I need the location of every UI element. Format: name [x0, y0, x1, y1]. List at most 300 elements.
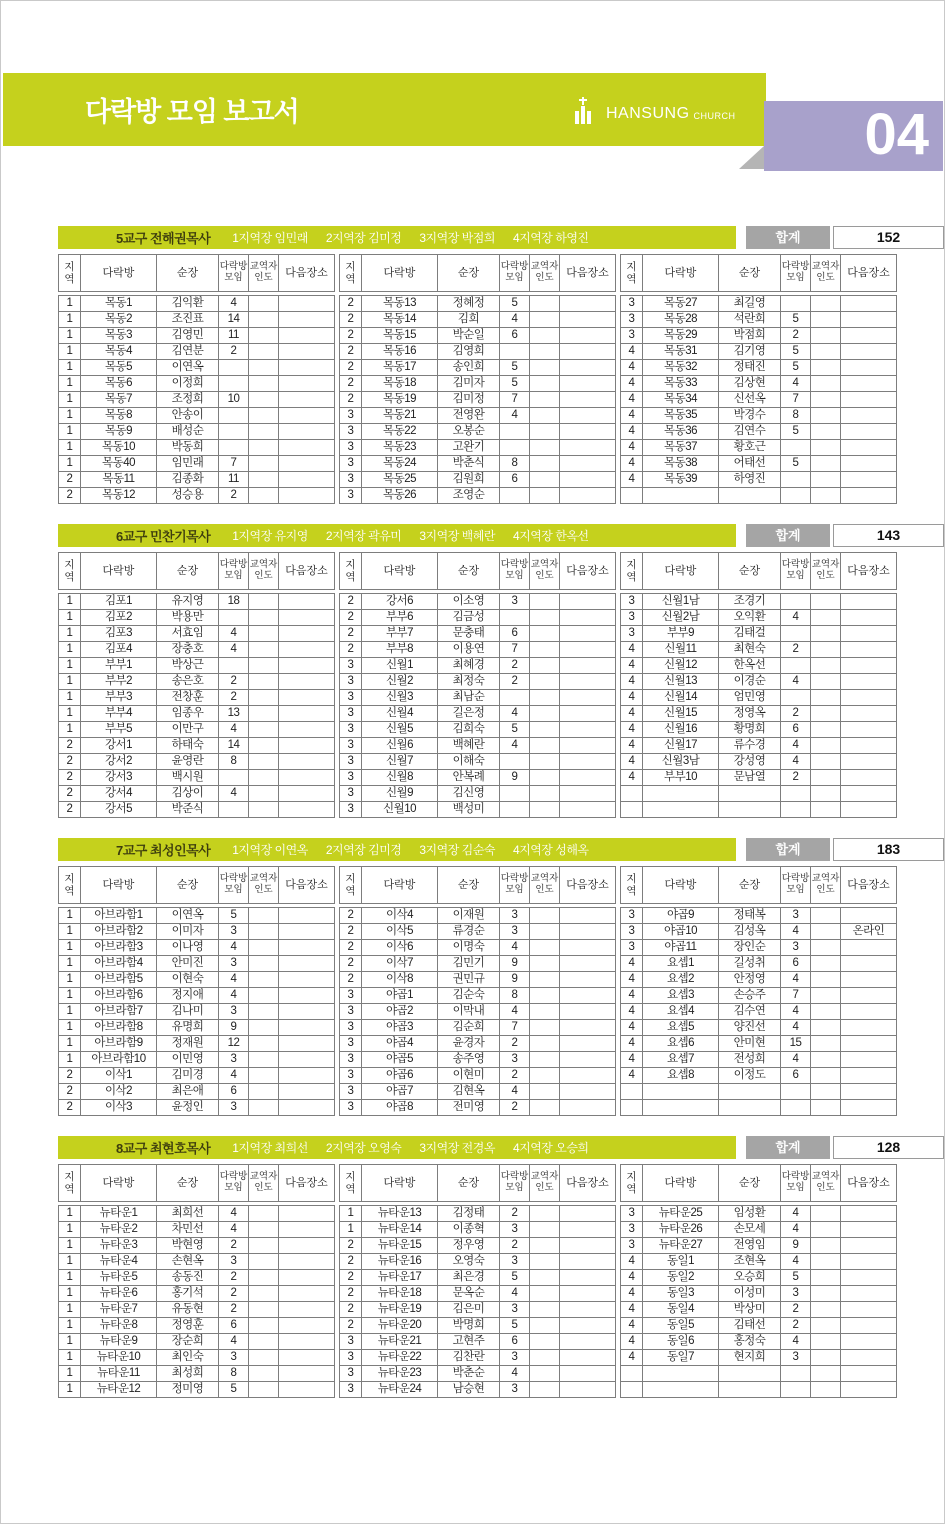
table-cell: [841, 1254, 897, 1270]
table-cell: 정미영: [157, 1382, 219, 1398]
table-header-cell: 다락방 모임: [500, 867, 530, 904]
table-row: [340, 626, 616, 642]
table-cell: [643, 1366, 719, 1382]
table-cell: 뉴타운4: [81, 1254, 157, 1270]
table-cell: [249, 786, 279, 802]
table-cell: [841, 786, 897, 802]
table-cell: [560, 408, 616, 424]
table-cell: 3: [340, 690, 362, 706]
section: [58, 524, 944, 818]
table-cell: 9: [500, 956, 530, 972]
table-cell: [530, 706, 560, 722]
table-cell: 5: [781, 456, 811, 472]
table-header-cell: 다음장소: [841, 255, 897, 292]
table-cell: [841, 1382, 897, 1398]
table-row: [621, 722, 897, 738]
fold-corner: [739, 146, 764, 169]
table-row: [340, 1100, 616, 1116]
table-cell: 박상미: [719, 1302, 781, 1318]
table-cell: 김포1: [81, 594, 157, 610]
table-cell: 4: [781, 1004, 811, 1020]
table-row: [621, 802, 897, 818]
table-cell: 2: [781, 1302, 811, 1318]
table-cell: [249, 456, 279, 472]
table-cell: [249, 1036, 279, 1052]
table-cell: 1: [59, 908, 81, 924]
table-cell: [811, 456, 841, 472]
table-cell: 손현옥: [157, 1254, 219, 1270]
table-cell: 김연수: [719, 424, 781, 440]
table-cell: 3: [621, 908, 643, 924]
table-cell: [560, 296, 616, 312]
table-cell: [500, 344, 530, 360]
table-header-cell: 교역자 인도: [249, 867, 279, 904]
table-cell: [249, 642, 279, 658]
table-cell: 5: [500, 360, 530, 376]
table-cell: 1: [59, 1036, 81, 1052]
table-cell: [219, 658, 249, 674]
table-cell: 2: [59, 488, 81, 504]
section: [58, 226, 944, 504]
table-cell: 신월2: [362, 674, 438, 690]
table-cell: 정영훈: [157, 1318, 219, 1334]
table-cell: 최남순: [438, 690, 500, 706]
table-cell: 최은애: [157, 1084, 219, 1100]
table-row: [59, 802, 335, 818]
table-cell: [279, 1206, 335, 1222]
table-header-cell: 순장: [719, 867, 781, 904]
table-cell: 4: [621, 770, 643, 786]
table-body: [339, 295, 616, 504]
table-cell: [841, 1020, 897, 1036]
table-cell: 부부2: [81, 674, 157, 690]
table-cell: 강서4: [81, 786, 157, 802]
table-cell: 윤정인: [157, 1100, 219, 1116]
table-cell: 3: [219, 1052, 249, 1068]
table-cell: 조현옥: [719, 1254, 781, 1270]
table-cell: [530, 1270, 560, 1286]
table-cell: 2: [219, 1270, 249, 1286]
table-row: [621, 786, 897, 802]
table-cell: 4: [621, 972, 643, 988]
table-row: [340, 1084, 616, 1100]
table-header-cell: 다음장소: [841, 867, 897, 904]
table-cell: 목동27: [643, 296, 719, 312]
table-cell: 3: [500, 594, 530, 610]
table-cell: 이삭4: [362, 908, 438, 924]
table-cell: [279, 706, 335, 722]
table-cell: 권민규: [438, 972, 500, 988]
table-cell: [530, 610, 560, 626]
table-cell: 4: [781, 376, 811, 392]
table-cell: 4: [621, 1318, 643, 1334]
table-row: [59, 972, 335, 988]
table-cell: [841, 594, 897, 610]
table-header: [58, 552, 335, 590]
table-cell: 4: [621, 376, 643, 392]
table-cell: 박춘식: [438, 456, 500, 472]
table-cell: [530, 1302, 560, 1318]
table-cell: [249, 408, 279, 424]
table-cell: 4: [781, 1020, 811, 1036]
section-tables: [58, 552, 944, 818]
table-cell: 안미현: [719, 1036, 781, 1052]
table-cell: [781, 594, 811, 610]
table-cell: [841, 408, 897, 424]
table-row: [621, 296, 897, 312]
table-row: [59, 440, 335, 456]
table-cell: 부부7: [362, 626, 438, 642]
table-cell: 4: [219, 296, 249, 312]
table-cell: 강서5: [81, 802, 157, 818]
table-cell: 뉴타운10: [81, 1350, 157, 1366]
table-cell: 신월5: [362, 722, 438, 738]
table-header-cell: 다락방: [362, 867, 438, 904]
section-tables: [58, 254, 944, 504]
table-cell: 김포4: [81, 642, 157, 658]
table-cell: 3: [621, 1238, 643, 1254]
table-cell: [719, 1382, 781, 1398]
table-cell: 4: [781, 972, 811, 988]
table-cell: [279, 1052, 335, 1068]
table-row: [340, 1334, 616, 1350]
table-cell: [560, 924, 616, 940]
table-header-cell: 다락방: [81, 867, 157, 904]
table-cell: 11: [219, 328, 249, 344]
table-cell: [530, 1068, 560, 1084]
table-cell: 동일3: [643, 1286, 719, 1302]
table-header-cell: 다락방: [81, 1165, 157, 1202]
table-cell: [249, 940, 279, 956]
table-header: [58, 866, 335, 904]
table-cell: [811, 1068, 841, 1084]
table-cell: 신월12: [643, 658, 719, 674]
section-leader: 2지역장 곽유미: [325, 528, 402, 543]
table-cell: [811, 1222, 841, 1238]
table-cell: 3: [500, 1222, 530, 1238]
table-cell: [249, 1286, 279, 1302]
table-cell: 야곱11: [643, 940, 719, 956]
table-cell: [530, 488, 560, 504]
table-cell: [530, 408, 560, 424]
table-cell: 2: [500, 1206, 530, 1222]
table-cell: 2: [219, 1286, 249, 1302]
table-cell: [249, 956, 279, 972]
table-cell: 2: [219, 1238, 249, 1254]
table-cell: 조진표: [157, 312, 219, 328]
table-cell: 이삭7: [362, 956, 438, 972]
table-header-cell: 다음장소: [841, 1165, 897, 1202]
table-cell: 윤경자: [438, 1036, 500, 1052]
table-cell: [841, 610, 897, 626]
table-cell: 김정태: [438, 1206, 500, 1222]
table-cell: 정영옥: [719, 706, 781, 722]
table-cell: [249, 770, 279, 786]
table-cell: 2: [781, 770, 811, 786]
table-cell: 1: [59, 408, 81, 424]
table-cell: 1: [59, 376, 81, 392]
table-cell: 뉴타운2: [81, 1222, 157, 1238]
table-header-cell: 순장: [438, 553, 500, 590]
table-cell: 오익환: [719, 610, 781, 626]
table-cell: 1: [59, 1254, 81, 1270]
table-row: [340, 690, 616, 706]
section-title: 6교구 민찬기목사: [116, 529, 211, 544]
table-cell: [560, 1350, 616, 1366]
table-cell: 1: [340, 1222, 362, 1238]
table-cell: 목동18: [362, 376, 438, 392]
table-cell: 6: [500, 472, 530, 488]
table-cell: [811, 1334, 841, 1350]
table-cell: [249, 1270, 279, 1286]
table-cell: 3: [621, 940, 643, 956]
table-cell: 3: [340, 802, 362, 818]
table-cell: 김원희: [438, 472, 500, 488]
table-cell: 6: [500, 626, 530, 642]
table-cell: [781, 440, 811, 456]
table-row: [59, 424, 335, 440]
table-cell: 4: [219, 988, 249, 1004]
table-cell: [279, 1222, 335, 1238]
table-cell: 2: [59, 1100, 81, 1116]
section-header-row: [58, 1136, 944, 1159]
table-cell: [560, 940, 616, 956]
table-body: [58, 1205, 335, 1398]
table-cell: 임민래: [157, 456, 219, 472]
table-cell: 목동5: [81, 360, 157, 376]
table-cell: 6: [500, 1334, 530, 1350]
table-row: [59, 988, 335, 1004]
table-row: [340, 1366, 616, 1382]
table-row: [340, 1238, 616, 1254]
table-cell: 요셉2: [643, 972, 719, 988]
table-row: [340, 924, 616, 940]
table-cell: [249, 424, 279, 440]
table-cell: [560, 722, 616, 738]
table-cell: 1: [59, 296, 81, 312]
table-cell: 이삭1: [81, 1068, 157, 1084]
table-cell: 2: [340, 1270, 362, 1286]
table-cell: 18: [219, 594, 249, 610]
table-cell: 7: [219, 456, 249, 472]
section-leader: 4지역장 오승희: [512, 1140, 589, 1155]
table-cell: 김영희: [438, 344, 500, 360]
table-cell: 2: [219, 344, 249, 360]
table-cell: [811, 908, 841, 924]
table-cell: 3: [219, 1254, 249, 1270]
table-cell: [560, 312, 616, 328]
table-cell: 8: [500, 456, 530, 472]
table-cell: 박점희: [719, 328, 781, 344]
table-cell: 4: [621, 690, 643, 706]
table-cell: 11: [219, 472, 249, 488]
table-cell: 뉴타운13: [362, 1206, 438, 1222]
table-cell: 3: [340, 408, 362, 424]
table-cell: 1: [59, 360, 81, 376]
table-cell: 김금성: [438, 610, 500, 626]
table-cell: 목동24: [362, 456, 438, 472]
table-cell: 문충태: [438, 626, 500, 642]
table-cell: 홍기석: [157, 1286, 219, 1302]
table-cell: [249, 1020, 279, 1036]
table-cell: [530, 642, 560, 658]
table-cell: [279, 1100, 335, 1116]
table-cell: [841, 1334, 897, 1350]
table-cell: [530, 1318, 560, 1334]
table-cell: 뉴타운18: [362, 1286, 438, 1302]
table-cell: 신월10: [362, 802, 438, 818]
table-cell: [560, 658, 616, 674]
section-header-row: [58, 226, 944, 249]
report-table: [339, 254, 616, 504]
table-cell: 4: [219, 940, 249, 956]
table-cell: [841, 674, 897, 690]
table-cell: [811, 738, 841, 754]
table-cell: 야곱3: [362, 1020, 438, 1036]
table-cell: [530, 312, 560, 328]
table-cell: [560, 972, 616, 988]
table-cell: 전성희: [719, 1052, 781, 1068]
table-cell: 3: [340, 722, 362, 738]
table-cell: [249, 360, 279, 376]
table-cell: 1: [59, 988, 81, 1004]
table-row: [340, 392, 616, 408]
table-cell: 1: [59, 1318, 81, 1334]
table-cell: 야곱9: [643, 908, 719, 924]
table-cell: [530, 456, 560, 472]
table-cell: 목동19: [362, 392, 438, 408]
table-cell: 1: [59, 1206, 81, 1222]
table-cell: [841, 658, 897, 674]
table-header-cell: 교역자 인도: [530, 1165, 560, 1202]
table-cell: [811, 472, 841, 488]
table-cell: 신월9: [362, 786, 438, 802]
table-cell: 박현영: [157, 1238, 219, 1254]
table-cell: 뉴타운16: [362, 1254, 438, 1270]
table-cell: [643, 1084, 719, 1100]
table-cell: 3: [340, 1068, 362, 1084]
table-cell: 2: [340, 594, 362, 610]
section-leader: 4지역장 성해옥: [512, 842, 589, 857]
table-row: [340, 1382, 616, 1398]
table-cell: [781, 786, 811, 802]
table-cell: 3: [621, 296, 643, 312]
table-cell: [811, 658, 841, 674]
section-leader: 2지역장 오영숙: [325, 1140, 402, 1155]
table-cell: [811, 1238, 841, 1254]
table-cell: [530, 674, 560, 690]
table-cell: 1: [59, 344, 81, 360]
table-header-cell: 교역자 인도: [811, 867, 841, 904]
table-header: [620, 552, 897, 590]
table-cell: 6: [500, 328, 530, 344]
table-row: [340, 1286, 616, 1302]
table-cell: 5: [781, 312, 811, 328]
table-cell: 최성희: [157, 1366, 219, 1382]
table-cell: 1: [59, 722, 81, 738]
table-row: [340, 472, 616, 488]
table-cell: [530, 1334, 560, 1350]
table-cell: [279, 594, 335, 610]
table-header-cell: 교역자 인도: [811, 1165, 841, 1202]
table-cell: 5: [500, 1318, 530, 1334]
table-header-cell: 다락방 모임: [219, 867, 249, 904]
table-cell: [249, 344, 279, 360]
report-table: [58, 1164, 335, 1398]
table-cell: 9: [781, 1238, 811, 1254]
table-cell: [249, 312, 279, 328]
table-cell: 박명희: [438, 1318, 500, 1334]
table-cell: [249, 658, 279, 674]
table-header-cell: 순장: [438, 255, 500, 292]
table-row: [340, 1206, 616, 1222]
table-cell: 2: [219, 488, 249, 504]
table-cell: [249, 908, 279, 924]
table-row: [340, 706, 616, 722]
table-cell: [811, 312, 841, 328]
table-cell: 4: [500, 1004, 530, 1020]
table-cell: 7: [500, 642, 530, 658]
table-cell: [811, 424, 841, 440]
table-body: [339, 1205, 616, 1398]
section-leader: 2지역장 김미경: [325, 842, 402, 857]
table-row: [621, 1286, 897, 1302]
page-title: 다락방 모임 보고서: [85, 97, 299, 127]
table-cell: 2: [340, 312, 362, 328]
table-cell: 홍정숙: [719, 1334, 781, 1350]
table-cell: [530, 594, 560, 610]
table-cell: [811, 690, 841, 706]
table-row: [621, 924, 897, 940]
table-cell: 1: [59, 1302, 81, 1318]
table-cell: [249, 1100, 279, 1116]
table-row: [59, 924, 335, 940]
table-cell: 2: [340, 344, 362, 360]
table-cell: 김태걸: [719, 626, 781, 642]
table-cell: 문남열: [719, 770, 781, 786]
table-cell: [719, 1100, 781, 1116]
table-cell: [279, 940, 335, 956]
table-header-cell: 교역자 인도: [811, 255, 841, 292]
table-row: [340, 440, 616, 456]
table-cell: [249, 472, 279, 488]
table-cell: [811, 1254, 841, 1270]
table-cell: 신월4: [362, 706, 438, 722]
table-cell: 4: [621, 472, 643, 488]
table-cell: 4: [621, 408, 643, 424]
table-cell: [279, 642, 335, 658]
table-row: [59, 1382, 335, 1398]
table-header-cell: 지 역: [340, 867, 362, 904]
table-cell: 3: [340, 738, 362, 754]
table-cell: 신월16: [643, 722, 719, 738]
table-cell: 송동진: [157, 1270, 219, 1286]
table-cell: 10: [219, 392, 249, 408]
table-cell: 4: [621, 1020, 643, 1036]
table-cell: [841, 344, 897, 360]
table-row: [621, 1052, 897, 1068]
table-header-cell: 다음장소: [560, 1165, 616, 1202]
table-cell: [530, 1254, 560, 1270]
table-row: [340, 610, 616, 626]
table-header-cell: 순장: [719, 553, 781, 590]
table-cell: [560, 376, 616, 392]
table-cell: 안복례: [438, 770, 500, 786]
table-cell: [841, 1350, 897, 1366]
table-cell: [279, 1254, 335, 1270]
table-cell: [811, 392, 841, 408]
table-cell: 최혜경: [438, 658, 500, 674]
